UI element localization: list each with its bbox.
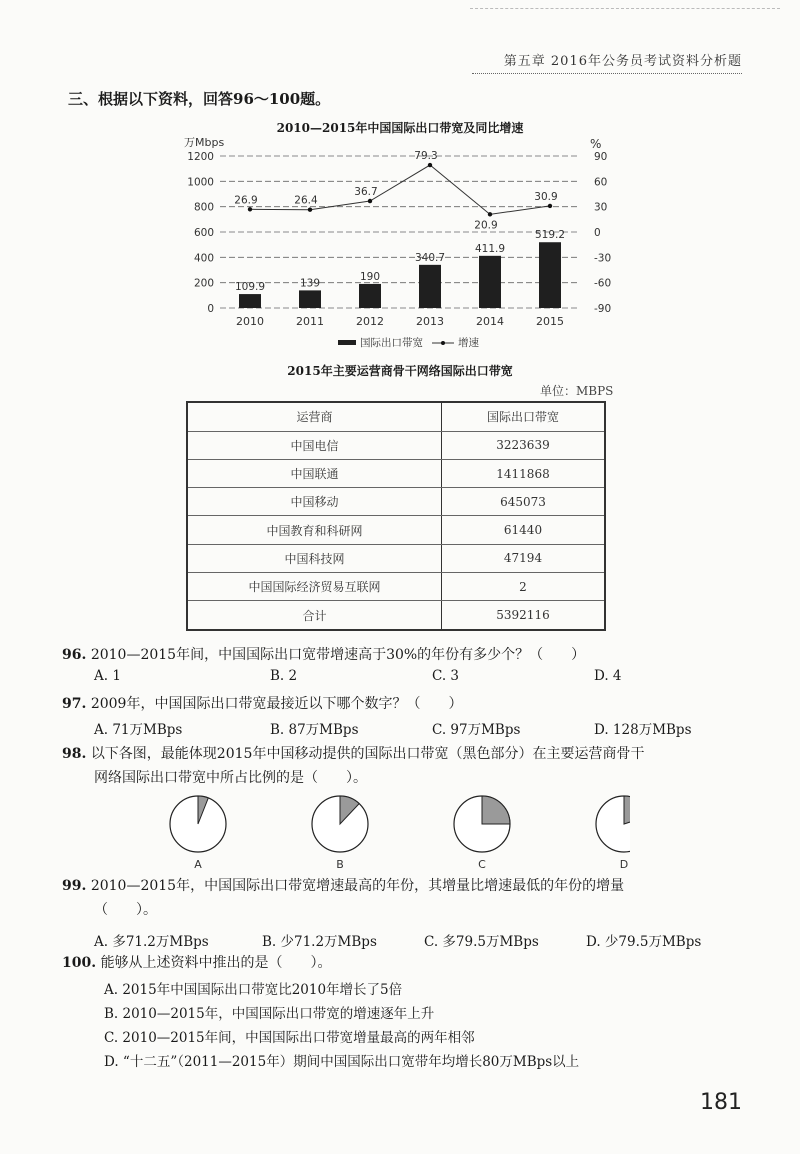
question-text: 2010—2015年间，中国国际出口宽带增速高于30%的年份有多少个？（ ） <box>90 647 586 663</box>
q100-option-a[interactable]: A. 2015年中国国际出口带宽比2010年增长了5倍 <box>104 982 403 998</box>
left-tick-label: 800 <box>193 201 214 214</box>
question-number: 99. <box>62 878 87 894</box>
bandwidth-value: 1411868 <box>442 459 606 487</box>
x-tick-label: 2010 <box>236 315 264 328</box>
bar-value-label: 519.2 <box>534 229 566 242</box>
x-tick-label: 2014 <box>476 315 504 328</box>
left-axis-unit: 万Mbps <box>184 136 225 149</box>
growth-value-label: 20.9 <box>474 219 498 232</box>
q99-option-a[interactable]: A. 多71.2万MBps <box>94 934 209 950</box>
growth-value-label: 26.4 <box>294 194 318 207</box>
right-tick-label: -30 <box>594 252 612 265</box>
table-row <box>187 601 605 630</box>
operator-name: 合计 <box>187 601 442 630</box>
running-header: 第五章 2016年公务员考试资料分析题 <box>472 50 742 74</box>
combo-chart <box>180 135 640 357</box>
pie-label[interactable]: D <box>619 858 629 871</box>
q96-option-a[interactable]: A. 1 <box>94 668 121 684</box>
operator-table <box>186 401 606 631</box>
table-row <box>187 459 605 487</box>
question-99 <box>62 876 772 896</box>
q97-option-a[interactable]: A. 71万MBps <box>94 722 183 738</box>
growth-value-label: 36.7 <box>354 186 378 199</box>
x-tick-label: 2013 <box>416 315 444 328</box>
bar-2010 <box>239 294 261 308</box>
question-number: 97. <box>62 696 87 712</box>
growth-point-2011 <box>308 208 312 212</box>
question-96 <box>62 645 585 665</box>
growth-value-label: 26.9 <box>234 194 258 207</box>
operator-name: 中国移动 <box>187 488 442 516</box>
question-98 <box>62 744 762 764</box>
section-title: 三、根据以下资料，回答96～100题。 <box>68 90 331 108</box>
pie-label[interactable]: B <box>336 858 344 871</box>
bandwidth-value: 3223639 <box>442 431 606 459</box>
question-text-line1: 以下各图，最能体现2015年中国移动提供的国际出口带宽（黑色部分）在主要运营商骨干 <box>90 746 645 762</box>
question-number: 96. <box>62 647 87 663</box>
right-tick-label: -60 <box>594 277 612 290</box>
growth-value-label: 79.3 <box>414 150 438 163</box>
x-tick-label: 2011 <box>296 315 324 328</box>
operator-name: 中国教育和科研网 <box>187 516 442 544</box>
question-text: 2009年，中国国际出口带宽最接近以下哪个数字？（ ） <box>90 696 463 712</box>
left-tick-label: 200 <box>193 277 214 290</box>
right-tick-label: 90 <box>594 151 608 163</box>
pie-slice-D[interactable] <box>624 796 630 824</box>
bar-2011 <box>299 290 321 308</box>
q100-option-b[interactable]: B. 2010—2015年，中国国际出口带宽的增速逐年上升 <box>104 1006 435 1022</box>
q99-option-b[interactable]: B. 少71.2万MBps <box>262 934 377 950</box>
bandwidth-value: 5392116 <box>442 601 606 630</box>
q97-option-c[interactable]: C. 97万MBps <box>432 722 521 738</box>
pie-label[interactable]: A <box>194 858 202 871</box>
pie-label[interactable]: C <box>478 858 486 871</box>
x-tick-label: 2015 <box>536 315 564 328</box>
table-row <box>187 573 605 601</box>
question-text-line1: 2010—2015年，中国国际出口带宽增速最高的年份，其增量比增速最低的年份的增量 <box>90 878 625 894</box>
question-number: 100. <box>62 955 97 971</box>
growth-point-2012 <box>368 199 372 203</box>
question-100 <box>62 953 332 973</box>
bar-value-label: 340.7 <box>414 251 446 264</box>
q99-option-c[interactable]: C. 多79.5万MBps <box>424 934 539 950</box>
bar-value-label: 109.9 <box>234 281 266 294</box>
pie-slice-C[interactable] <box>482 796 510 824</box>
bandwidth-value: 47194 <box>442 544 606 572</box>
page-number: 181 <box>700 1090 742 1115</box>
header-rule <box>470 8 780 9</box>
q100-option-c[interactable]: C. 2010—2015年间，中国国际出口带宽增量最高的两年相邻 <box>104 1030 475 1046</box>
operator-name: 中国国际经济贸易互联网 <box>187 573 442 601</box>
table-title: 2015年主要运营商骨干网络国际出口带宽 <box>287 364 513 378</box>
bandwidth-value: 61440 <box>442 516 606 544</box>
growth-point-2010 <box>248 207 252 211</box>
growth-value-label: 30.9 <box>534 190 558 203</box>
left-tick-label: 400 <box>193 252 214 265</box>
q96-option-b[interactable]: B. 2 <box>270 668 298 684</box>
q96-option-c[interactable]: C. 3 <box>432 668 460 684</box>
q97-option-d[interactable]: D. 128万MBps <box>594 722 692 738</box>
legend-line-marker <box>441 341 445 345</box>
header-operator: 运营商 <box>187 402 442 431</box>
bandwidth-value: 645073 <box>442 488 606 516</box>
bar-2013 <box>419 265 441 308</box>
question-number: 98. <box>62 746 87 762</box>
legend-line-label: 增速 <box>458 337 479 349</box>
table-row <box>187 516 605 544</box>
operator-name: 中国科技网 <box>187 544 442 572</box>
table-row <box>187 488 605 516</box>
header-bandwidth: 国际出口带宽 <box>442 402 606 431</box>
growth-point-2014 <box>488 212 492 216</box>
q96-option-d[interactable]: D. 4 <box>594 668 622 684</box>
table-unit: 单位：MBPS <box>540 384 614 398</box>
operator-name: 中国电信 <box>187 431 442 459</box>
growth-point-2013 <box>428 163 432 167</box>
q99-option-d[interactable]: D. 少79.5万MBps <box>586 934 702 950</box>
question-text: 能够从上述资料中推出的是（ ）。 <box>100 955 332 971</box>
right-axis-unit: % <box>590 137 602 151</box>
left-tick-label: 0 <box>207 303 214 315</box>
question-text-line2: （ ）。 <box>94 902 157 918</box>
question-text-line2: 网络国际出口带宽中所占比例的是（ ）。 <box>94 770 367 786</box>
q100-option-d[interactable]: D. “十二五”（2011—2015年）期间中国国际出口宽带年均增长80万MBps以上 <box>104 1054 580 1070</box>
legend-bar-label: 国际出口带宽 <box>360 337 423 349</box>
right-tick-label: -90 <box>594 303 612 315</box>
bar-2015 <box>539 242 561 308</box>
pie-options <box>150 790 630 872</box>
bar-value-label: 411.9 <box>474 242 506 255</box>
growth-point-2015 <box>548 204 552 208</box>
right-tick-label: 60 <box>594 176 608 189</box>
left-tick-label: 600 <box>193 227 214 239</box>
question-97 <box>62 694 462 714</box>
bar-2012 <box>359 284 381 308</box>
bar-value-label: 139 <box>299 277 321 290</box>
right-tick-label: 0 <box>594 227 601 239</box>
legend-bar-swatch <box>338 340 356 345</box>
table-row <box>187 431 605 459</box>
right-tick-label: 30 <box>594 201 608 214</box>
bar-value-label: 190 <box>359 270 381 283</box>
bandwidth-value: 2 <box>442 573 606 601</box>
table-row <box>187 544 605 572</box>
chart-title: 2010—2015年中国国际出口带宽及同比增速 <box>276 121 524 135</box>
q97-option-b[interactable]: B. 87万MBps <box>270 722 359 738</box>
x-tick-label: 2012 <box>356 315 384 328</box>
operator-name: 中国联通 <box>187 459 442 487</box>
left-tick-label: 1200 <box>187 151 214 163</box>
bar-2014 <box>479 256 501 308</box>
left-tick-label: 1000 <box>187 176 214 189</box>
table-header-row <box>187 402 605 431</box>
